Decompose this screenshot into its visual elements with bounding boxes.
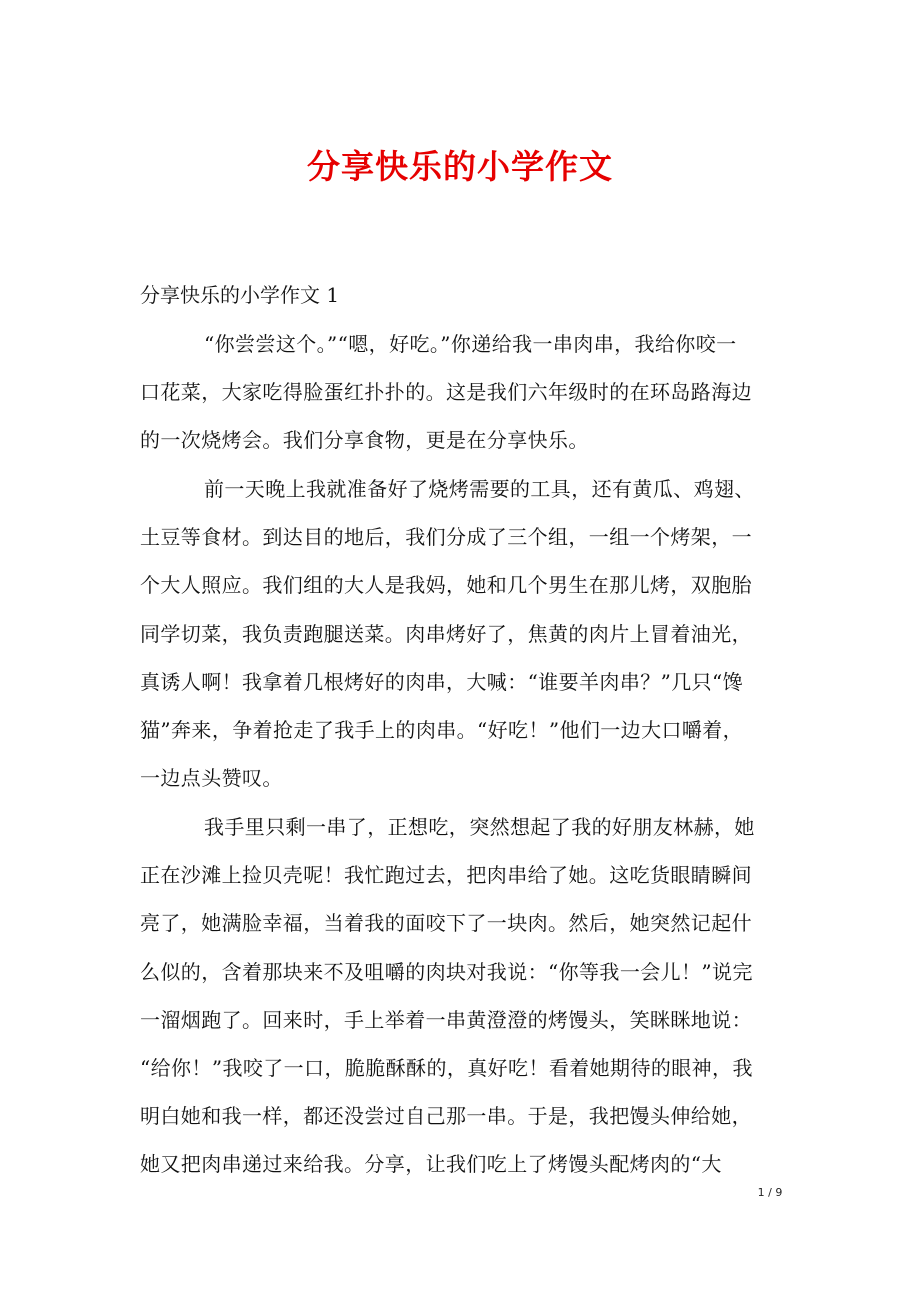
text-line: 明白她和我一样，都还没尝过自己那一串。于是，我把馒头伸给她， (140, 1104, 752, 1129)
text-line: “给你！”我咬了一口，脆脆酥酥的，真好吃！看着她期待的眼神，我 (140, 1056, 753, 1081)
page-number: 1 / 9 (757, 1186, 783, 1199)
paragraph-3 (140, 803, 788, 1189)
text-line: 一边点头赞叹。 (140, 766, 283, 791)
text-line: 她又把肉串递过来给我。分享，让我们吃上了烤馒头配烤肉的“大 (140, 1152, 722, 1177)
text-line: 的一次烧烤会。我们分享食物，更是在分享快乐。 (140, 428, 589, 453)
text-line: 同学切菜，我负责跑腿送菜。肉串烤好了，焦黄的肉片上冒着油光， (140, 621, 752, 646)
text-line: 一溜烟跑了。回来时，手上举着一串黄澄澄的烤馒头，笑眯眯地说： (140, 1007, 752, 1032)
text-line: 真诱人啊！我拿着几根烤好的肉串，大喊：“谁要羊肉串？”几只“馋 (140, 669, 744, 694)
text-line: 个大人照应。我们组的大人是我妈，她和几个男生在那儿烤，双胞胎 (140, 573, 752, 598)
text-line: 土豆等食材。到达目的地后，我们分成了三个组，一组一个烤架，一 (140, 525, 752, 550)
text-line: “你尝尝这个。”“嗯，好吃。”你递给我一串肉串，我给你咬一 (204, 332, 737, 356)
text-line: 我手里只剩一串了，正想吃，突然想起了我的好朋友林赫，她 (204, 815, 755, 839)
paragraph-2 (140, 465, 788, 802)
text-line: 猫”奔来，争着抢走了我手上的肉串。“好吃！”他们一边大口嚼着， (140, 718, 744, 743)
document-title: 分享快乐的小学作文 (307, 147, 613, 186)
section-heading: 分享快乐的小学作文 1 (140, 283, 340, 307)
paragraph-1 (140, 320, 788, 465)
text-line: 口花菜，大家吃得脸蛋红扑扑的。这是我们六年级时的在环岛路海边 (140, 380, 752, 405)
text-line: 亮了，她满脸幸福，当着我的面咬下了一块肉。然后，她突然记起什 (140, 911, 752, 936)
text-line: 正在沙滩上捡贝壳呢！我忙跑过去，把肉串给了她。这吃货眼睛瞬间 (140, 863, 752, 888)
text-line: 前一天晚上我就准备好了烧烤需要的工具，还有黄瓜、鸡翅、 (204, 477, 755, 501)
text-line: 么似的，含着那块来不及咀嚼的肉块对我说：“你等我一会儿！”说完 (140, 959, 753, 984)
